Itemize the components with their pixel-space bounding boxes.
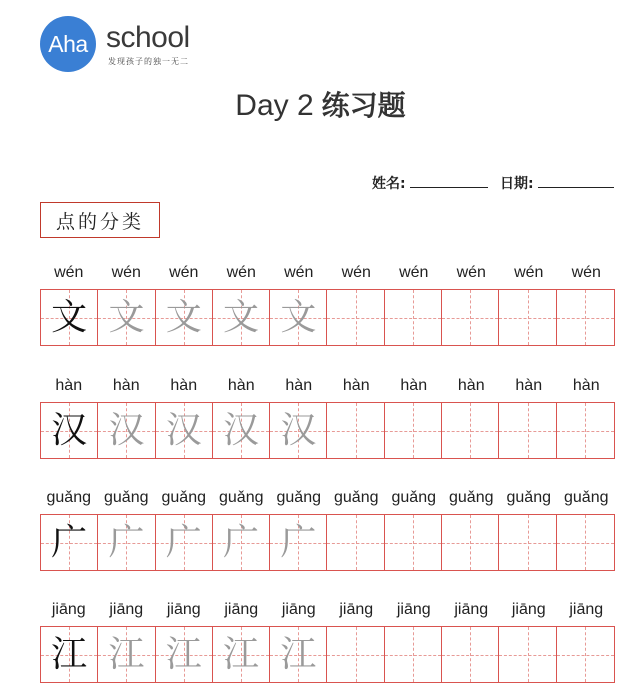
pinyin-label: guǎng (46, 489, 91, 506)
date-field[interactable] (500, 173, 614, 193)
pinyin-label: wén (571, 264, 601, 281)
blank-writing-cell[interactable] (442, 290, 499, 345)
pinyin-label: hàn (55, 377, 83, 394)
trace-character-cell (98, 290, 155, 345)
blank-writing-cell[interactable] (385, 290, 442, 345)
trace-character-cell (156, 515, 213, 570)
pinyin-label: jiāng (454, 601, 489, 618)
pinyin-label: hàn (515, 377, 543, 394)
trace-character: 江 (165, 633, 202, 675)
logo-tagline: 发现孩子的独一无二 (108, 57, 189, 66)
blank-writing-cell[interactable] (557, 290, 614, 345)
blank-writing-cell[interactable] (499, 403, 556, 458)
blank-writing-cell[interactable] (499, 290, 556, 345)
pinyin-label: hàn (285, 377, 313, 394)
pinyin-label: jiāng (51, 601, 86, 618)
pinyin-label: guǎng (104, 489, 149, 506)
pinyin-label: wén (226, 264, 256, 281)
pinyin-label: guǎng (334, 489, 379, 506)
trace-character-cell (98, 627, 155, 682)
pinyin-label: wén (456, 264, 486, 281)
blank-writing-cell[interactable] (442, 515, 499, 570)
pinyin-label: hàn (400, 377, 428, 394)
blank-writing-cell[interactable] (442, 627, 499, 682)
section-title-box (40, 202, 160, 238)
trace-character: 广 (108, 521, 145, 563)
pinyin-label: hàn (112, 377, 140, 394)
blank-writing-cell[interactable] (442, 403, 499, 458)
trace-character-cell (213, 627, 270, 682)
pinyin-label: wén (169, 264, 199, 281)
pinyin-label: hàn (170, 377, 198, 394)
model-character: 文 (51, 296, 88, 338)
pinyin-label: jiāng (224, 601, 259, 618)
pinyin-label: guǎng (506, 489, 551, 506)
trace-character-cell (156, 403, 213, 458)
date-label: 日期: (500, 176, 534, 192)
section-title: 点的分类 (55, 210, 144, 233)
pinyin-label: hàn (227, 377, 255, 394)
model-character: 江 (51, 633, 88, 675)
name-label: 姓名: (372, 176, 406, 192)
pinyin-label: wén (284, 264, 314, 281)
trace-character-cell (213, 515, 270, 570)
pinyin-label: jiāng (166, 601, 201, 618)
pinyin-label: wén (54, 264, 84, 281)
trace-character: 汉 (223, 409, 260, 451)
pinyin-label: jiāng (569, 601, 604, 618)
date-blank-line[interactable] (538, 176, 614, 188)
page-title-chinese: 练习题 (321, 89, 406, 122)
pinyin-label: jiāng (339, 601, 374, 618)
logo-mark: Aha (40, 16, 96, 72)
pinyin-label: guǎng (161, 489, 206, 506)
trace-character-cell (213, 403, 270, 458)
pinyin-label: guǎng (219, 489, 264, 506)
pinyin-label: wén (514, 264, 544, 281)
tianzige-grid (40, 402, 615, 459)
blank-writing-cell[interactable] (327, 627, 384, 682)
model-character-cell (41, 290, 98, 345)
trace-character: 江 (108, 633, 145, 675)
blank-writing-cell[interactable] (385, 627, 442, 682)
pinyin-row (40, 263, 615, 285)
trace-character: 汉 (280, 409, 317, 451)
blank-writing-cell[interactable] (557, 515, 614, 570)
blank-writing-cell[interactable] (385, 515, 442, 570)
pinyin-label: jiāng (511, 601, 546, 618)
trace-character: 广 (165, 521, 202, 563)
tianzige-grid (40, 626, 615, 683)
model-character: 汉 (51, 409, 88, 451)
trace-character-cell (270, 515, 327, 570)
model-character-cell (41, 403, 98, 458)
tianzige-grid (40, 514, 615, 571)
model-character-cell (41, 515, 98, 570)
pinyin-row (40, 488, 615, 510)
blank-writing-cell[interactable] (499, 515, 556, 570)
trace-character: 文 (280, 296, 317, 338)
trace-character: 江 (223, 633, 260, 675)
tianzige-grid (40, 289, 615, 346)
page-title-day: Day 2 (235, 89, 314, 122)
blank-writing-cell[interactable] (557, 627, 614, 682)
blank-writing-cell[interactable] (557, 403, 614, 458)
model-character-cell (41, 627, 98, 682)
trace-character: 汉 (108, 409, 145, 451)
trace-character-cell (270, 403, 327, 458)
blank-writing-cell[interactable] (327, 290, 384, 345)
pinyin-label: wén (111, 264, 141, 281)
pinyin-label: wén (399, 264, 429, 281)
pinyin-label: guǎng (391, 489, 436, 506)
pinyin-row (40, 600, 615, 622)
pinyin-label: jiāng (281, 601, 316, 618)
pinyin-label: hàn (342, 377, 370, 394)
pinyin-label: hàn (457, 377, 485, 394)
name-field[interactable] (372, 173, 488, 193)
blank-writing-cell[interactable] (385, 403, 442, 458)
trace-character: 文 (223, 296, 260, 338)
trace-character-cell (98, 403, 155, 458)
pinyin-label: guǎng (564, 489, 609, 506)
blank-writing-cell[interactable] (327, 403, 384, 458)
trace-character-cell (98, 515, 155, 570)
blank-writing-cell[interactable] (327, 515, 384, 570)
pinyin-label: jiāng (109, 601, 144, 618)
trace-character: 文 (108, 296, 145, 338)
page-title (0, 88, 641, 124)
trace-character-cell (213, 290, 270, 345)
trace-character-cell (156, 290, 213, 345)
trace-character: 汉 (165, 409, 202, 451)
pinyin-label: wén (341, 264, 371, 281)
trace-character-cell (270, 627, 327, 682)
logo-wordmark: school (106, 21, 190, 54)
trace-character-cell (156, 627, 213, 682)
trace-character: 江 (280, 633, 317, 675)
trace-character-cell (270, 290, 327, 345)
model-character: 广 (51, 521, 88, 563)
blank-writing-cell[interactable] (499, 627, 556, 682)
trace-character: 文 (165, 296, 202, 338)
pinyin-label: jiāng (396, 601, 431, 618)
name-blank-line[interactable] (410, 176, 488, 188)
pinyin-label: guǎng (449, 489, 494, 506)
trace-character: 广 (280, 521, 317, 563)
pinyin-label: hàn (572, 377, 600, 394)
pinyin-row (40, 376, 615, 398)
pinyin-label: guǎng (276, 489, 321, 506)
trace-character: 广 (223, 521, 260, 563)
